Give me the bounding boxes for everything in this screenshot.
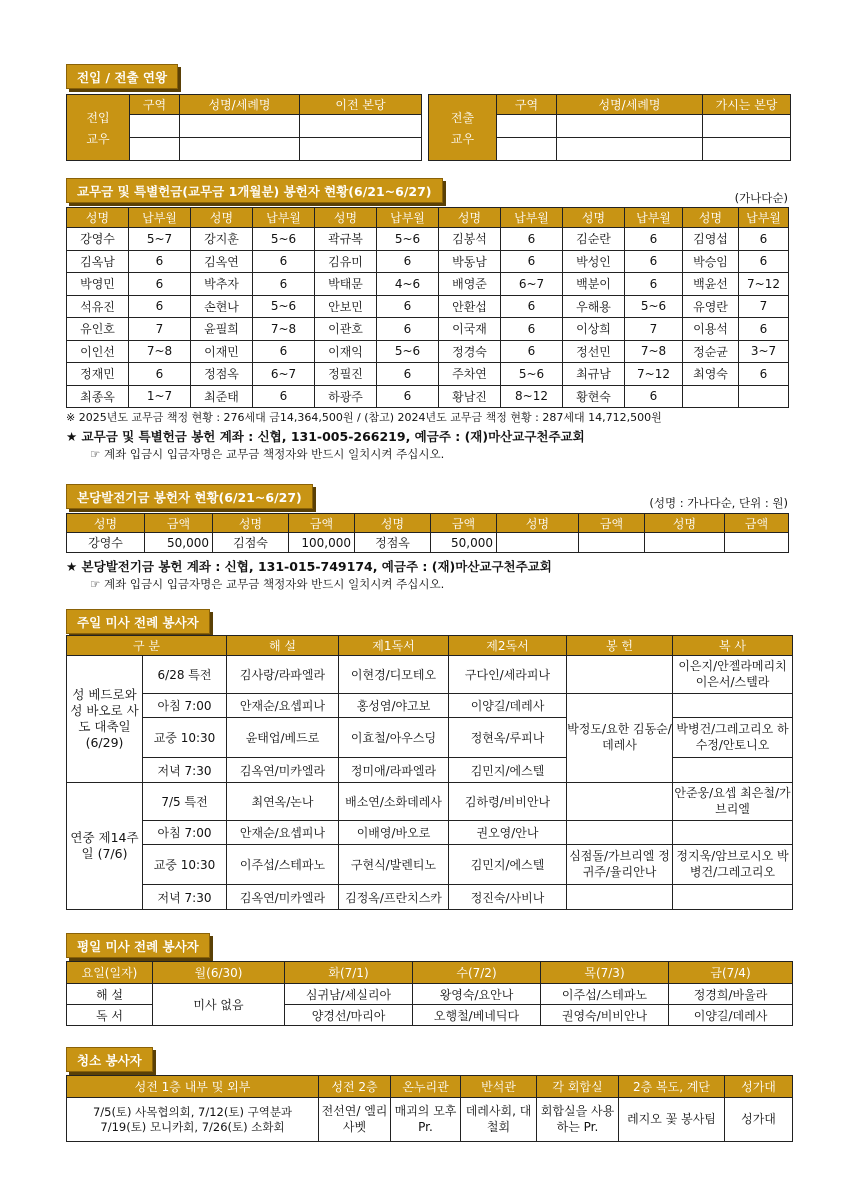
dues-month: 5~6 xyxy=(625,295,683,318)
mass-reading2: 권오영/안나 xyxy=(449,821,567,845)
dues-month: 6 xyxy=(625,273,683,296)
sunday-section-title: 주일 미사 전례 봉사자 xyxy=(66,609,210,634)
mass-offering: 박정도/요한 김동순/데레사 xyxy=(567,694,673,783)
transfer-in-cell xyxy=(300,138,422,161)
sunday-header: 복 사 xyxy=(673,636,793,656)
transfer-out-cell xyxy=(497,138,557,161)
dues-header: 성명 xyxy=(67,208,129,228)
mass-time: 저녁 7:30 xyxy=(143,885,227,910)
mass-reading2: 이양길/데레사 xyxy=(449,694,567,718)
dues-name: 황남진 xyxy=(439,385,501,408)
dues-month: 6 xyxy=(253,273,315,296)
sunday-header: 구 분 xyxy=(67,636,227,656)
mass-commentary: 최연옥/논나 xyxy=(227,783,339,821)
dues-month: 8~12 xyxy=(501,385,563,408)
weekday-mass-table xyxy=(66,961,793,1026)
mass-commentary: 안재순/요셉피나 xyxy=(227,694,339,718)
dues-month: 6~7 xyxy=(501,273,563,296)
dues-name: 박성인 xyxy=(563,250,625,273)
dues-header: 성명 xyxy=(683,208,739,228)
cleaning-header: 반석관 xyxy=(461,1076,537,1098)
dues-name: 김영섭 xyxy=(683,228,739,251)
dues-month: 6 xyxy=(129,273,191,296)
dues-month: 6 xyxy=(377,318,439,341)
dues-name: 정재민 xyxy=(67,363,129,386)
dues-row xyxy=(67,318,789,341)
weekday-header: 금(7/4) xyxy=(669,962,793,984)
weekday-reading: 이양길/데레사 xyxy=(669,1005,793,1026)
cleaning-cell: 성가대 xyxy=(725,1098,793,1142)
mass-reading2: 김민지/에스텔 xyxy=(449,758,567,783)
mass-reading1: 정미애/라파엘라 xyxy=(339,758,449,783)
dues-month: 5~6 xyxy=(253,228,315,251)
dues-name: 최영숙 xyxy=(683,363,739,386)
dues-name: 강지훈 xyxy=(191,228,253,251)
dues-month: 6 xyxy=(377,363,439,386)
dues-name: 유영란 xyxy=(683,295,739,318)
devfund-header: 금액 xyxy=(289,514,355,533)
mass-commentary: 윤태업/베드로 xyxy=(227,718,339,758)
dues-name: 안보민 xyxy=(315,295,377,318)
dues-month: 6 xyxy=(501,318,563,341)
dues-month: 6 xyxy=(501,295,563,318)
dues-name: 정점옥 xyxy=(191,363,253,386)
cleaning-header: 성가대 xyxy=(725,1076,793,1098)
mass-reading2: 김민지/에스텔 xyxy=(449,845,567,885)
dues-name: 손현나 xyxy=(191,295,253,318)
dues-month: 6 xyxy=(377,250,439,273)
devfund-account: ★ 본당발전기금 봉헌 계좌 : 신협, 131-015-749174, 예금주 : (재)마산교구천주교회 xyxy=(66,559,552,574)
dues-name: 이재익 xyxy=(315,340,377,363)
dues-month: 5~6 xyxy=(377,340,439,363)
dues-name: 정필진 xyxy=(315,363,377,386)
dues-month: 6 xyxy=(129,295,191,318)
dues-header: 성명 xyxy=(315,208,377,228)
dues-name: 박태문 xyxy=(315,273,377,296)
devfund-header: 성명 xyxy=(645,514,725,533)
dues-month: 6 xyxy=(253,340,315,363)
devfund-amount: 50,000 xyxy=(145,533,213,553)
devfund-section-title: 본당발전기금 봉헌자 현황(6/21~6/27) xyxy=(66,484,313,509)
devfund-amount: 100,000 xyxy=(289,533,355,553)
transfer-in-header: 성명/세례명 xyxy=(180,95,300,115)
mass-offering: 심점돌/가브리엘 정귀주/율리안나 xyxy=(567,845,673,885)
dues-name: 유인호 xyxy=(67,318,129,341)
mass-altar: 안준웅/요셉 최은철/가브리엘 xyxy=(673,783,793,821)
weekday-row-label: 독 서 xyxy=(67,1005,153,1026)
dues-row xyxy=(67,295,789,318)
mass-offering xyxy=(567,656,673,694)
weekday-header: 화(7/1) xyxy=(285,962,413,984)
dues-month: 6 xyxy=(501,250,563,273)
dues-header: 납부월 xyxy=(739,208,789,228)
dues-month: 6~7 xyxy=(253,363,315,386)
dues-footnote: ※ 2025년도 교무금 책정 현황 : 276세대 금14,364,500원 / (참고) 2024년도 교무금 책정 현황 : 287세대 14,712,500원 xyxy=(66,411,662,424)
dues-name: 박추자 xyxy=(191,273,253,296)
weekday-header: 수(7/2) xyxy=(413,962,541,984)
devfund-header: 성명 xyxy=(497,514,579,533)
mass-reading2: 정진숙/사비나 xyxy=(449,885,567,910)
mass-offering xyxy=(567,885,673,910)
mass-time: 저녁 7:30 xyxy=(143,758,227,783)
dues-name: 백윤선 xyxy=(683,273,739,296)
dues-name: 최종옥 xyxy=(67,385,129,408)
mass-time: 7/5 특전 xyxy=(143,783,227,821)
mass-commentary: 김사랑/라파엘라 xyxy=(227,656,339,694)
transfer-out-header: 가시는 본당 xyxy=(703,95,791,115)
sunday-header: 제2독서 xyxy=(449,636,567,656)
mass-altar: 박병건/그레고리오 하수정/안토니오 xyxy=(673,718,793,758)
dues-section-title: 교무금 및 특별헌금(교무금 1개월분) 봉헌자 현황(6/21~6/27) xyxy=(66,178,443,203)
dues-name: 박동남 xyxy=(439,250,501,273)
dues-header: 성명 xyxy=(191,208,253,228)
transfer-out-cell xyxy=(703,115,791,138)
dues-name: 이국재 xyxy=(439,318,501,341)
dues-row xyxy=(67,385,789,408)
dues-order-note: (가나다순) xyxy=(734,191,788,205)
dues-month: 5~6 xyxy=(377,228,439,251)
dues-month: 6 xyxy=(129,250,191,273)
devfund-name: 강영수 xyxy=(67,533,145,553)
dues-header: 납부월 xyxy=(377,208,439,228)
transfer-out-table xyxy=(428,94,791,161)
dues-month: 6 xyxy=(625,250,683,273)
mass-reading2: 정현옥/루피나 xyxy=(449,718,567,758)
dues-account-note: ☞ 계좌 입금시 입금자명은 교무금 책정자와 반드시 일치시켜 주십시오. xyxy=(90,447,445,461)
dues-name: 윤필희 xyxy=(191,318,253,341)
mass-time: 6/28 특전 xyxy=(143,656,227,694)
mass-offering xyxy=(567,783,673,821)
dues-name: 최규남 xyxy=(563,363,625,386)
transfer-in-header: 구역 xyxy=(130,95,180,115)
dues-name: 안환섭 xyxy=(439,295,501,318)
sunday-mass-table xyxy=(66,635,793,910)
dues-month: 6 xyxy=(739,363,789,386)
dues-name: 이재민 xyxy=(191,340,253,363)
weekday-row-label: 해 설 xyxy=(67,984,153,1005)
cleaning-table xyxy=(66,1075,793,1142)
mass-reading1: 이효철/아우스딩 xyxy=(339,718,449,758)
dues-header: 성명 xyxy=(563,208,625,228)
dues-name: 우해용 xyxy=(563,295,625,318)
transfer-in-cell xyxy=(130,138,180,161)
dues-name: 이관호 xyxy=(315,318,377,341)
cleaning-header: 성전 2층 xyxy=(319,1076,391,1098)
dues-name: 최준태 xyxy=(191,385,253,408)
dues-month: 5~7 xyxy=(129,228,191,251)
dues-month: 6 xyxy=(501,340,563,363)
weekday-commentary: 정경희/바울라 xyxy=(669,984,793,1005)
weekday-reading: 양경선/마리아 xyxy=(285,1005,413,1026)
dues-row xyxy=(67,228,789,251)
dues-month: 6 xyxy=(625,385,683,408)
dues-month: 7~8 xyxy=(625,340,683,363)
dues-header: 납부월 xyxy=(129,208,191,228)
cleaning-cell: 회합실을 사용하는 Pr. xyxy=(537,1098,619,1142)
devfund-amount xyxy=(579,533,645,553)
transfer-out-header: 성명/세례명 xyxy=(557,95,703,115)
cleaning-cell: 레지오 꽃 봉사팀 xyxy=(619,1098,725,1142)
devfund-header: 성명 xyxy=(355,514,431,533)
devfund-header: 금액 xyxy=(579,514,645,533)
weekday-reading: 오행철/베네딕다 xyxy=(413,1005,541,1026)
mass-reading1: 이현경/디모테오 xyxy=(339,656,449,694)
devfund-name: 김점숙 xyxy=(213,533,289,553)
dues-name: 황현숙 xyxy=(563,385,625,408)
transfer-out-cell xyxy=(557,138,703,161)
dues-month: 6 xyxy=(625,228,683,251)
transfer-in-cell xyxy=(300,115,422,138)
dues-month: 7 xyxy=(129,318,191,341)
mass-commentary: 이주섭/스테파노 xyxy=(227,845,339,885)
dues-month: 6 xyxy=(739,318,789,341)
dues-month: 6 xyxy=(377,295,439,318)
dues-name: 곽규복 xyxy=(315,228,377,251)
transfer-in-label: 전입 교우 xyxy=(67,95,130,161)
mass-time: 아침 7:00 xyxy=(143,821,227,845)
transfer-out-cell xyxy=(703,138,791,161)
mass-reading1: 배소연/소화데레사 xyxy=(339,783,449,821)
cleaning-cell: 전선연/ 엘리사벳 xyxy=(319,1098,391,1142)
devfund-header: 금액 xyxy=(145,514,213,533)
transfer-out-label: 전출 교우 xyxy=(429,95,497,161)
dues-month: 6 xyxy=(129,363,191,386)
cleaning-cell: 데레사회, 대철회 xyxy=(461,1098,537,1142)
dues-month: 6 xyxy=(253,385,315,408)
dues-header: 납부월 xyxy=(501,208,563,228)
dues-name: 김옥연 xyxy=(191,250,253,273)
devfund-table xyxy=(66,513,789,553)
devfund-header: 성명 xyxy=(67,514,145,533)
mass-time: 교중 10:30 xyxy=(143,845,227,885)
mass-commentary: 김옥연/미카엘라 xyxy=(227,885,339,910)
dues-month: 5~6 xyxy=(501,363,563,386)
sunday-group-label: 연중 제14주일 (7/6) xyxy=(67,783,143,910)
dues-name: 김옥남 xyxy=(67,250,129,273)
dues-name: 김유미 xyxy=(315,250,377,273)
mass-altar xyxy=(673,694,793,718)
transfer-out-cell xyxy=(497,115,557,138)
dues-month: 5~6 xyxy=(253,295,315,318)
dues-month: 3~7 xyxy=(739,340,789,363)
dues-name: 김봉석 xyxy=(439,228,501,251)
dues-name: 이상희 xyxy=(563,318,625,341)
sunday-group-label: 성 베드로와 성 바오로 사도 대축일 (6/29) xyxy=(67,656,143,783)
mass-altar xyxy=(673,885,793,910)
mass-time: 교중 10:30 xyxy=(143,718,227,758)
dues-row xyxy=(67,250,789,273)
sunday-header: 해 설 xyxy=(227,636,339,656)
cleaning-header: 각 회합실 xyxy=(537,1076,619,1098)
weekday-header: 요일(일자) xyxy=(67,962,153,984)
dues-month: 6 xyxy=(377,385,439,408)
dues-name: 백분이 xyxy=(563,273,625,296)
dues-name: 이용석 xyxy=(683,318,739,341)
dues-month: 1~7 xyxy=(129,385,191,408)
weekday-header: 월(6/30) xyxy=(153,962,285,984)
weekday-reading: 권영숙/비비안나 xyxy=(541,1005,669,1026)
dues-month: 7 xyxy=(625,318,683,341)
mass-altar xyxy=(673,758,793,783)
transfer-in-cell xyxy=(180,138,300,161)
mass-reading1: 구현식/발렌티노 xyxy=(339,845,449,885)
cleaning-header: 2층 복도, 계단 xyxy=(619,1076,725,1098)
dues-row xyxy=(67,363,789,386)
transfer-out-header: 구역 xyxy=(497,95,557,115)
mass-time: 아침 7:00 xyxy=(143,694,227,718)
dues-month: 6 xyxy=(501,228,563,251)
cleaning-header: 성전 1층 내부 및 외부 xyxy=(67,1076,319,1098)
dues-name: 강영수 xyxy=(67,228,129,251)
dues-row xyxy=(67,340,789,363)
dues-month: 4~6 xyxy=(377,273,439,296)
dues-account: ★ 교무금 및 특별헌금 봉헌 계좌 : 신협, 131-005-266219, 예금주 : (재)마산교구천주교회 xyxy=(66,429,585,444)
dues-name: 정경숙 xyxy=(439,340,501,363)
dues-name: 이인선 xyxy=(67,340,129,363)
cleaning-cell: 7/5(토) 사목협의회, 7/12(토) 구역분과 7/19(토) 모니카회, 7/26(토) 소화회 xyxy=(67,1098,319,1142)
devfund-account-note: ☞ 계좌 입금시 입금자명은 교무금 책정자와 반드시 일치시켜 주십시오. xyxy=(90,577,445,591)
weekday-commentary: 이주섭/스테파노 xyxy=(541,984,669,1005)
weekday-commentary: 왕영숙/요안나 xyxy=(413,984,541,1005)
cleaning-header: 온누리관 xyxy=(391,1076,461,1098)
dues-name: 배영준 xyxy=(439,273,501,296)
dues-header: 납부월 xyxy=(253,208,315,228)
transfer-in-cell xyxy=(180,115,300,138)
mass-altar xyxy=(673,821,793,845)
sunday-header: 봉 헌 xyxy=(567,636,673,656)
dues-name: 석유진 xyxy=(67,295,129,318)
dues-name: 박영민 xyxy=(67,273,129,296)
dues-month xyxy=(739,385,789,408)
dues-header: 납부월 xyxy=(625,208,683,228)
mass-reading2: 구다인/세라피나 xyxy=(449,656,567,694)
dues-month: 7~12 xyxy=(739,273,789,296)
dues-month: 6 xyxy=(739,250,789,273)
transfer-out-cell xyxy=(557,115,703,138)
weekday-commentary: 심귀남/세실리아 xyxy=(285,984,413,1005)
dues-month: 7 xyxy=(739,295,789,318)
devfund-name xyxy=(497,533,579,553)
dues-table xyxy=(66,207,789,408)
devfund-name: 정점옥 xyxy=(355,533,431,553)
devfund-header: 성명 xyxy=(213,514,289,533)
mass-reading2: 김하령/비비안나 xyxy=(449,783,567,821)
mass-commentary: 안재순/요셉피나 xyxy=(227,821,339,845)
transfer-in-cell xyxy=(130,115,180,138)
mass-reading1: 김정옥/프란치스카 xyxy=(339,885,449,910)
mass-reading1: 이배영/바오로 xyxy=(339,821,449,845)
transfer-in-header: 이전 본당 xyxy=(300,95,422,115)
mass-altar: 이은지/안젤라메리치 이은서/스텔라 xyxy=(673,656,793,694)
dues-month: 7~12 xyxy=(625,363,683,386)
dues-name: 하광주 xyxy=(315,385,377,408)
dues-name: 주차연 xyxy=(439,363,501,386)
devfund-header: 금액 xyxy=(725,514,789,533)
transfer-section-title: 전입 / 전출 연왕 xyxy=(66,64,178,89)
devfund-amount xyxy=(725,533,789,553)
dues-name: 김순란 xyxy=(563,228,625,251)
dues-month: 6 xyxy=(253,250,315,273)
dues-name xyxy=(683,385,739,408)
weekday-monday: 미사 없음 xyxy=(153,984,285,1026)
cleaning-section-title: 청소 봉사자 xyxy=(66,1047,153,1072)
devfund-header: 금액 xyxy=(431,514,497,533)
dues-month: 6 xyxy=(739,228,789,251)
devfund-amount: 50,000 xyxy=(431,533,497,553)
weekday-header: 목(7/3) xyxy=(541,962,669,984)
mass-offering xyxy=(567,821,673,845)
mass-reading1: 홍성염/야고보 xyxy=(339,694,449,718)
dues-name: 정선민 xyxy=(563,340,625,363)
dues-name: 정순균 xyxy=(683,340,739,363)
dues-name: 박승임 xyxy=(683,250,739,273)
mass-altar: 정지욱/암브로시오 박병건/그레고리오 xyxy=(673,845,793,885)
dues-month: 7~8 xyxy=(253,318,315,341)
dues-header: 성명 xyxy=(439,208,501,228)
dues-row xyxy=(67,273,789,296)
dues-month: 7~8 xyxy=(129,340,191,363)
weekday-section-title: 평일 미사 전례 봉사자 xyxy=(66,933,210,958)
cleaning-cell: 매괴의 모후 Pr. xyxy=(391,1098,461,1142)
transfer-in-table xyxy=(66,94,422,161)
sunday-header: 제1독서 xyxy=(339,636,449,656)
devfund-name xyxy=(645,533,725,553)
devfund-note: (성명 : 가나다순, 단위 : 원) xyxy=(649,496,788,510)
mass-commentary: 김옥연/미카엘라 xyxy=(227,758,339,783)
